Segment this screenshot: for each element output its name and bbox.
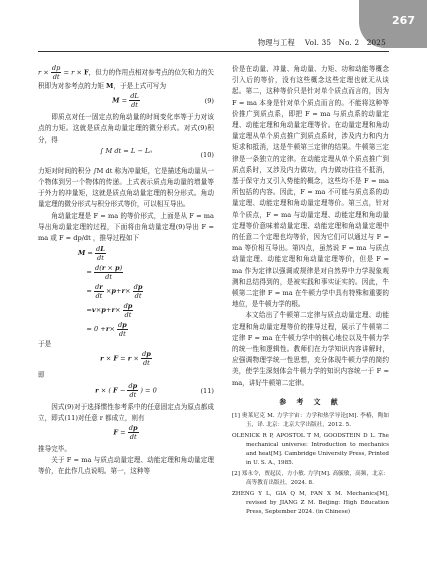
- right-column: [232, 64, 389, 519]
- eq-numerator: dL: [130, 92, 139, 101]
- references-title: 参 考 文 献: [279, 397, 342, 406]
- paragraph: 关于 F = ma 与质点动量定理、动能定理和角动量定理等价，在此作几点说明。第一，这种等: [38, 456, 214, 476]
- paragraph: 于是: [38, 340, 52, 349]
- references-list: [232, 412, 389, 517]
- header-rule: [38, 51, 389, 52]
- journal-year: 2025: [366, 38, 386, 47]
- reference-item: ZHENG Y L, GIA Q M, FAN X M. Mechanics[M], revised by JIANG Z M. Beijing: High Education Press, September 2024. (in Chinese): [232, 491, 389, 516]
- paragraph: 即质点对任一固定点的角动量的时间变化率等于力对该点的力矩。这就是质点角动量定理的微分形式。对式(9)积分，得: [38, 113, 214, 144]
- paragraph: 因式(9)对于选择惯性参考系中的任意固定点为原点都成立，即式(11)对任意 r 都成立，则有: [38, 402, 214, 422]
- derivation-block: [38, 244, 214, 339]
- running-header: [258, 38, 386, 48]
- reference-item: [1] 奥莱尼克 M. 力学宇宙：力学和热学导论[M]. 李椿，陶如玉，译. 北京：北京大学出版社，2012. 5.: [232, 413, 389, 429]
- paragraph: 力矩对时间的积分 ∫M dt 称为冲量矩，它是描述角动量从一个物体到另一个物体的传递。上式表示质点角动量的增量等于外力的冲量矩，这就是质点角动量定理的积分形式。角动量定理的微分形式与积分形式等价，可以相互导出。: [38, 166, 214, 209]
- derivation-row: = $\frac{d(r \times p)}{dt}$: [78, 264, 123, 282]
- equation-10: [38, 146, 214, 166]
- equation-12: F = $\frac{dp}{dt}$: [113, 424, 138, 442]
- equation-11: r × ( F − $\frac{dp}{dt}$ ) = 0 (11): [95, 381, 214, 399]
- page-number: 267: [392, 14, 415, 27]
- paragraph: 即: [38, 371, 45, 380]
- equation-number: (9): [204, 97, 214, 106]
- journal-name: 物理与工程: [258, 38, 295, 47]
- derivation-row: = 0 + r × $\frac{dp}{dt}$: [78, 321, 127, 339]
- paragraph: 角动量定理是 F = ma 的等价形式，上面是从 F = ma 导出角动量定理的过程，下面将由角动量定理(9)导出 F = ma 或 F = dp/dt ，推导过程如下: [38, 211, 214, 243]
- paragraph: r × $\frac{dp}{dt}$ = r × F，但力的作用点相对参考点的位矢和力的矢积即为对参考点的力矩 M，于是上式可写为: [38, 64, 215, 90]
- journal-volume: Vol. 35: [304, 38, 332, 47]
- paragraph-text: ，于是上式可写为: [113, 82, 167, 90]
- paragraph: 本文给出了牛顿第二定律与质点动量定理、动能定理和角动量定理等价的推导过程，展示了牛顿第二定律 F = ma 在牛顿力学中的核心地位以及牛顿力学的统一性和逻辑性。教师们在力学知识内容讲解时，应强调物理学统一性思想，充分体现牛顿力学的简约美，使学生深刻体会牛顿力学的知识内容统一于 F = ma，讲好牛顿第二定律。: [232, 311, 389, 387]
- derivation-row: = $\frac{dr}{dt}$ × p + r × $\frac{dp}{dt}$: [78, 283, 143, 301]
- reference-item: [2] 郑永令，贾起民，方小敏. 力学[M]. 高毓敏，高频，北京：高等教育出版社，2024. 8.: [232, 471, 389, 487]
- equation-number: (10): [200, 150, 214, 159]
- eq-lhs: M: [112, 96, 120, 105]
- eq-body: ∫ M dt = L − L₀: [99, 146, 153, 155]
- equation-unnumbered: r × F = r × $\frac{dp}{dt}$: [100, 350, 151, 368]
- equation-9: M = $\frac{dL}{dt}$ (9): [112, 92, 214, 110]
- journal-issue: No. 2: [338, 38, 360, 47]
- paragraph-text: ，但力的作用点相对参考点的位矢和力的矢积即为对参考点的力矩: [38, 68, 215, 90]
- equation-number: (11): [200, 386, 214, 395]
- derivation-row: M = $\frac{dL}{dt}$: [78, 245, 105, 263]
- left-column: [38, 64, 214, 478]
- derivation-row: = v × p + r × $\frac{dp}{dt}$: [78, 302, 133, 320]
- paragraph: 价是在动量、冲量、角动量、力矩、功和动能等概念引入后的等价，没有这些概念这些定理也就无从谈起。第二，这种等价只是针对单个质点而言的，因为 F = ma 本身是针对单个质点而言的。不能将这种等价推广到质点系，即把 F = ma 与质点系的动量定理、动能定理和角动量定理等价。在动量定理和角动量定理从单个质点推广到质点系时，涉及内力和内力矩求和抵消，这是牛顿第三定律的结果。牛顿第三定律是一条独立的定律。在动能定理从单个质点推广到质点系时，又涉及内力做功，内力做功往往不抵消，基于保守力又引入势能的概念，这些均不是 F = ma 所包括的内容。因此，F = ma 不可能与质点系的动量定理、动能定理和角动量定理等价。第三点，针对单个质点，F = ma 与动量定理、动能定理和角动量定理等价意味着动量定理、动能定理和角动量定理中的任意二个定理也均等价，因为它们可以通过与 F = ma 等价相互导出。第四点，虽然说 F = ma 与质点动量定理、动能定理和角动量定理等价，但是 F = ma 作为定律以强调或规律是对自然界中力学现象观测和总结得到的，是被实践和事实证实的。因此，牛顿第二定律 F = ma 在牛顿力学中具有特殊和重要的地位，是牛顿力学的根。: [232, 65, 389, 309]
- eq-denominator: dt: [131, 101, 138, 110]
- paragraph: 推导完毕。: [38, 445, 71, 454]
- reference-item: OLENICK R P, APOSTOL T M, GOODSTEIN D L. The mechanical universe: Introduction to mechanics and heat[M]. Cambridge University Press, Printed in U. S. A., 1985.: [232, 433, 389, 467]
